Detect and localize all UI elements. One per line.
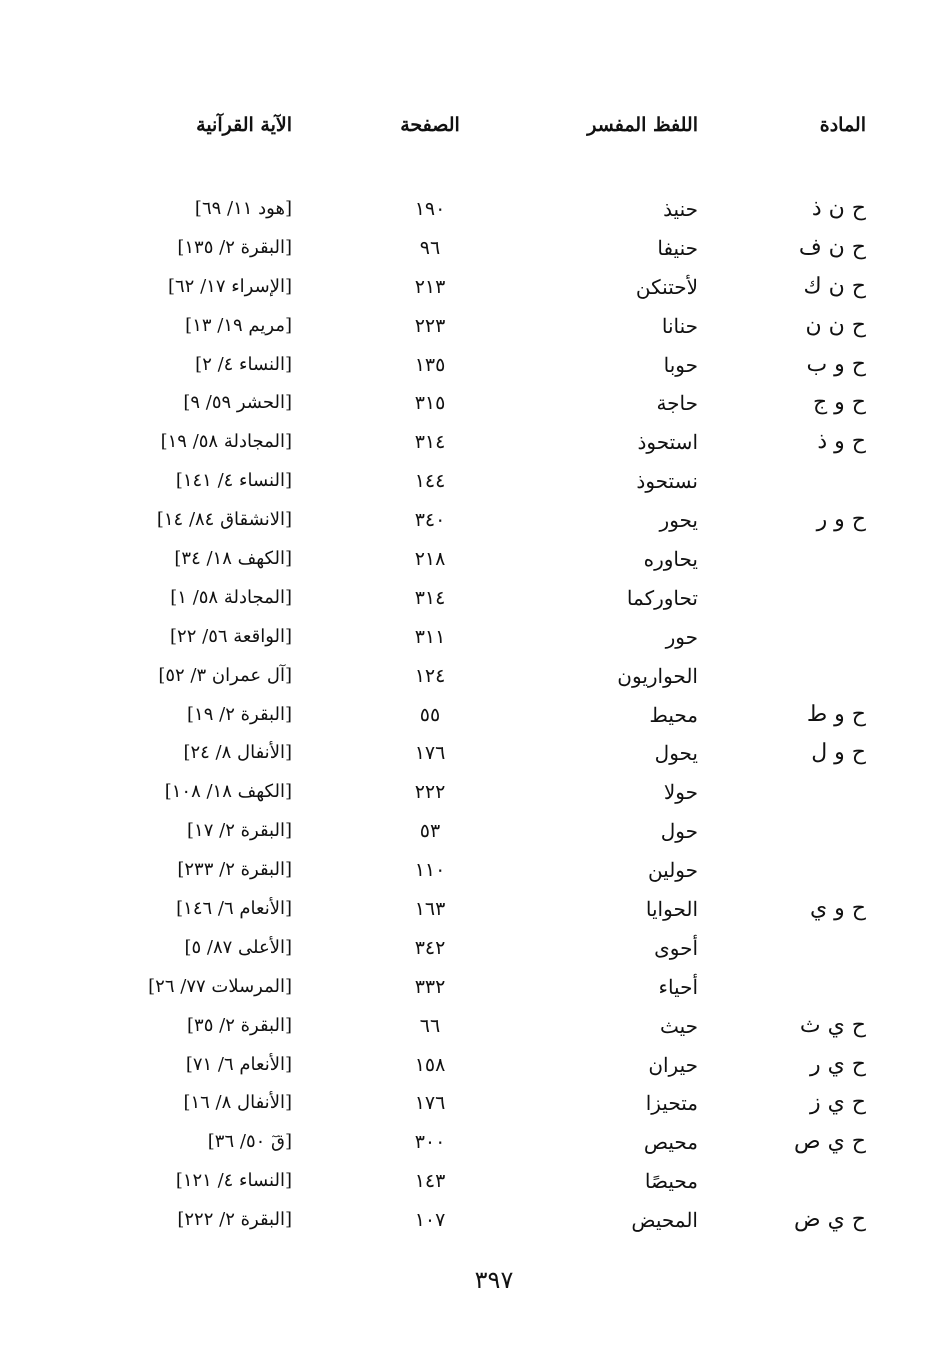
header-material: المادة xyxy=(819,114,866,136)
word-cell: استحوذ xyxy=(637,430,698,455)
verse-cell: [المجادلة ٥٨/ ١] xyxy=(170,586,292,608)
word-cell: يحاوره xyxy=(643,547,698,572)
table-row xyxy=(0,464,938,503)
verse-cell: [الأنعام ٦/ ٧١] xyxy=(185,1053,292,1075)
table-row xyxy=(0,814,938,853)
table-row xyxy=(0,581,938,620)
page-number: ٣٩٧ xyxy=(474,1266,514,1294)
verse-cell: [البقرة ٢/ ٢٢٢] xyxy=(177,1209,292,1231)
material-cell: ح و ج xyxy=(812,390,866,416)
material-cell: ح ي ث xyxy=(799,1012,866,1038)
word-cell: محيط xyxy=(649,702,698,727)
table-row xyxy=(0,542,938,581)
page-cell: ٦٦ xyxy=(419,1014,441,1037)
table-row xyxy=(0,736,938,775)
page-cell: ١٢٤ xyxy=(414,664,446,687)
verse-cell: [قٓ ٥٠/ ٣٦] xyxy=(207,1131,292,1153)
verse-cell: [الواقعة ٥٦/ ٢٢] xyxy=(170,625,292,647)
word-cell: حنانا xyxy=(661,313,698,338)
header-verse: الآية القرآنية xyxy=(196,114,292,136)
page-cell: ٢١٣ xyxy=(414,275,446,298)
word-cell: حور xyxy=(665,624,698,649)
table-row xyxy=(0,231,938,270)
word-cell: الحوايا xyxy=(645,897,698,922)
verse-cell: [النساء ٤/ ١٤١] xyxy=(175,470,292,492)
word-cell: محيص xyxy=(643,1130,698,1155)
table-row xyxy=(0,931,938,970)
table-row xyxy=(0,425,938,464)
material-cell: ح و ي xyxy=(809,896,866,922)
table-row xyxy=(0,1164,938,1203)
word-cell: أحياء xyxy=(658,974,698,999)
verse-cell: [الانشقاق ٨٤/ ١٤] xyxy=(156,509,292,531)
verse-cell: [البقرة ٢/ ٣٥] xyxy=(187,1014,292,1036)
page-cell: ٣٠٠ xyxy=(414,1131,446,1154)
page-cell: ١٩٠ xyxy=(414,198,446,220)
material-cell: ح ن ن xyxy=(805,312,866,338)
material-cell: ح و ب xyxy=(806,351,866,377)
page-cell: ٢٢٢ xyxy=(414,781,446,804)
table-row xyxy=(0,309,938,348)
page-cell: ٣٣٢ xyxy=(414,975,446,998)
table-row xyxy=(0,192,938,231)
word-cell: الحواريون xyxy=(617,663,698,688)
material-cell: ح ن ف xyxy=(798,234,866,260)
verse-cell: [الأنفال ٨/ ٢٤] xyxy=(183,742,292,764)
word-cell: يحول xyxy=(654,741,698,766)
word-cell: حولا xyxy=(663,780,698,805)
table-row xyxy=(0,1009,938,1048)
header-page: الصفحة xyxy=(400,114,460,136)
word-cell: حنيفا xyxy=(657,235,698,260)
table-row xyxy=(0,775,938,814)
word-cell: حيث xyxy=(659,1013,698,1038)
verse-cell: [آل عمران ٣/ ٥٢] xyxy=(158,664,292,686)
material-cell: ح ي ص xyxy=(793,1129,866,1155)
table-row xyxy=(0,1086,938,1125)
word-cell: المحيض xyxy=(631,1208,698,1233)
page-cell: ٣١١ xyxy=(414,625,446,648)
table-row xyxy=(0,892,938,931)
verse-cell: [النساء ٤/ ٢] xyxy=(195,353,292,375)
page-cell: ٥٣ xyxy=(419,820,441,843)
table-row xyxy=(0,659,938,698)
page-cell: ٥٥ xyxy=(419,703,441,726)
word-cell: تحاوركما xyxy=(626,585,698,610)
verse-cell: [البقرة ٢/ ٢٣٣] xyxy=(177,859,292,881)
table-row xyxy=(0,853,938,892)
table-row xyxy=(0,1203,938,1242)
page-cell: ٢١٨ xyxy=(414,548,446,571)
material-cell: ح و ذ xyxy=(817,429,866,455)
page-cell: ١٦٣ xyxy=(414,898,446,921)
word-cell: لأحتنكن xyxy=(635,274,698,299)
word-cell: متحيزا xyxy=(645,1091,698,1116)
page-cell: ٣١٤ xyxy=(414,586,446,609)
verse-cell: [المرسلات ٧٧/ ٢٦] xyxy=(148,975,292,997)
verse-cell: [الأنفال ٨/ ١٦] xyxy=(183,1092,292,1114)
word-cell: أحوى xyxy=(654,935,698,960)
page-cell: ١٧٦ xyxy=(414,742,446,765)
page-cell: ١١٠ xyxy=(414,859,446,882)
page-cell: ١٤٣ xyxy=(414,1170,446,1193)
table-row xyxy=(0,348,938,387)
verse-cell: [مريم ١٩/ ١٣] xyxy=(185,314,292,336)
word-cell: نستحوذ xyxy=(636,469,698,494)
material-cell: ح ن ذ xyxy=(811,196,866,221)
page-cell: ٢٢٣ xyxy=(414,314,446,337)
table-row xyxy=(0,503,938,542)
table-body xyxy=(0,192,938,1242)
page-cell: ١٠٧ xyxy=(414,1209,446,1232)
table-row xyxy=(0,620,938,659)
page-cell: ٣١٥ xyxy=(414,392,446,415)
page-cell: ٩٦ xyxy=(419,236,441,259)
verse-cell: [الأعلى ٨٧/ ٥] xyxy=(184,936,292,958)
word-cell: حيران xyxy=(648,1052,698,1077)
verse-cell: [الكهف ١٨/ ٣٤] xyxy=(174,548,292,570)
page-cell: ١٧٦ xyxy=(414,1092,446,1115)
page-cell: ٣٤٠ xyxy=(414,509,446,532)
table-row xyxy=(0,1048,938,1087)
table-row xyxy=(0,270,938,309)
table-header xyxy=(0,114,938,144)
table-row xyxy=(0,698,938,737)
page-cell: ١٣٥ xyxy=(414,353,446,376)
word-cell: حاجة xyxy=(656,391,698,416)
verse-cell: [البقرة ٢/ ١٧] xyxy=(187,820,292,842)
verse-cell: [هود ١١/ ٦٩] xyxy=(194,198,292,219)
material-cell: ح ن ك xyxy=(803,273,866,299)
verse-cell: [الأنعام ٦/ ١٤٦] xyxy=(176,898,292,920)
word-cell: حنيذ xyxy=(663,197,698,221)
material-cell: ح و ل xyxy=(811,740,866,766)
word-cell: يحور xyxy=(659,508,698,533)
word-cell: حول xyxy=(660,819,698,844)
page-cell: ١٥٨ xyxy=(414,1053,446,1076)
verse-cell: [المجادلة ٥٨/ ١٩] xyxy=(160,431,292,453)
verse-cell: [الكهف ١٨/ ١٠٨] xyxy=(164,781,292,803)
verse-cell: [النساء ٤/ ١٢١] xyxy=(175,1170,292,1192)
material-cell: ح ي ض xyxy=(793,1207,866,1233)
page-cell: ٣١٤ xyxy=(414,431,446,454)
table-row xyxy=(0,386,938,425)
verse-cell: [البقرة ٢/ ١٣٥] xyxy=(177,236,292,258)
verse-cell: [البقرة ٢/ ١٩] xyxy=(187,703,292,725)
word-cell: حوبا xyxy=(663,352,698,377)
material-cell: ح ي ز xyxy=(809,1090,866,1116)
material-cell: ح و ر xyxy=(816,507,866,533)
word-cell: حولين xyxy=(647,858,698,883)
table-row xyxy=(0,970,938,1009)
word-cell: محيصًا xyxy=(644,1169,698,1194)
page-cell: ١٤٤ xyxy=(414,470,446,493)
verse-cell: [الإسراء ١٧/ ٦٢] xyxy=(167,275,292,297)
table-row xyxy=(0,1125,938,1164)
page-cell: ٣٤٢ xyxy=(414,936,446,959)
material-cell: ح و ط xyxy=(806,701,866,727)
header-word: اللفظ المفسر xyxy=(587,114,698,136)
verse-cell: [الحشر ٥٩/ ٩] xyxy=(183,392,292,414)
material-cell: ح ي ر xyxy=(809,1051,866,1077)
